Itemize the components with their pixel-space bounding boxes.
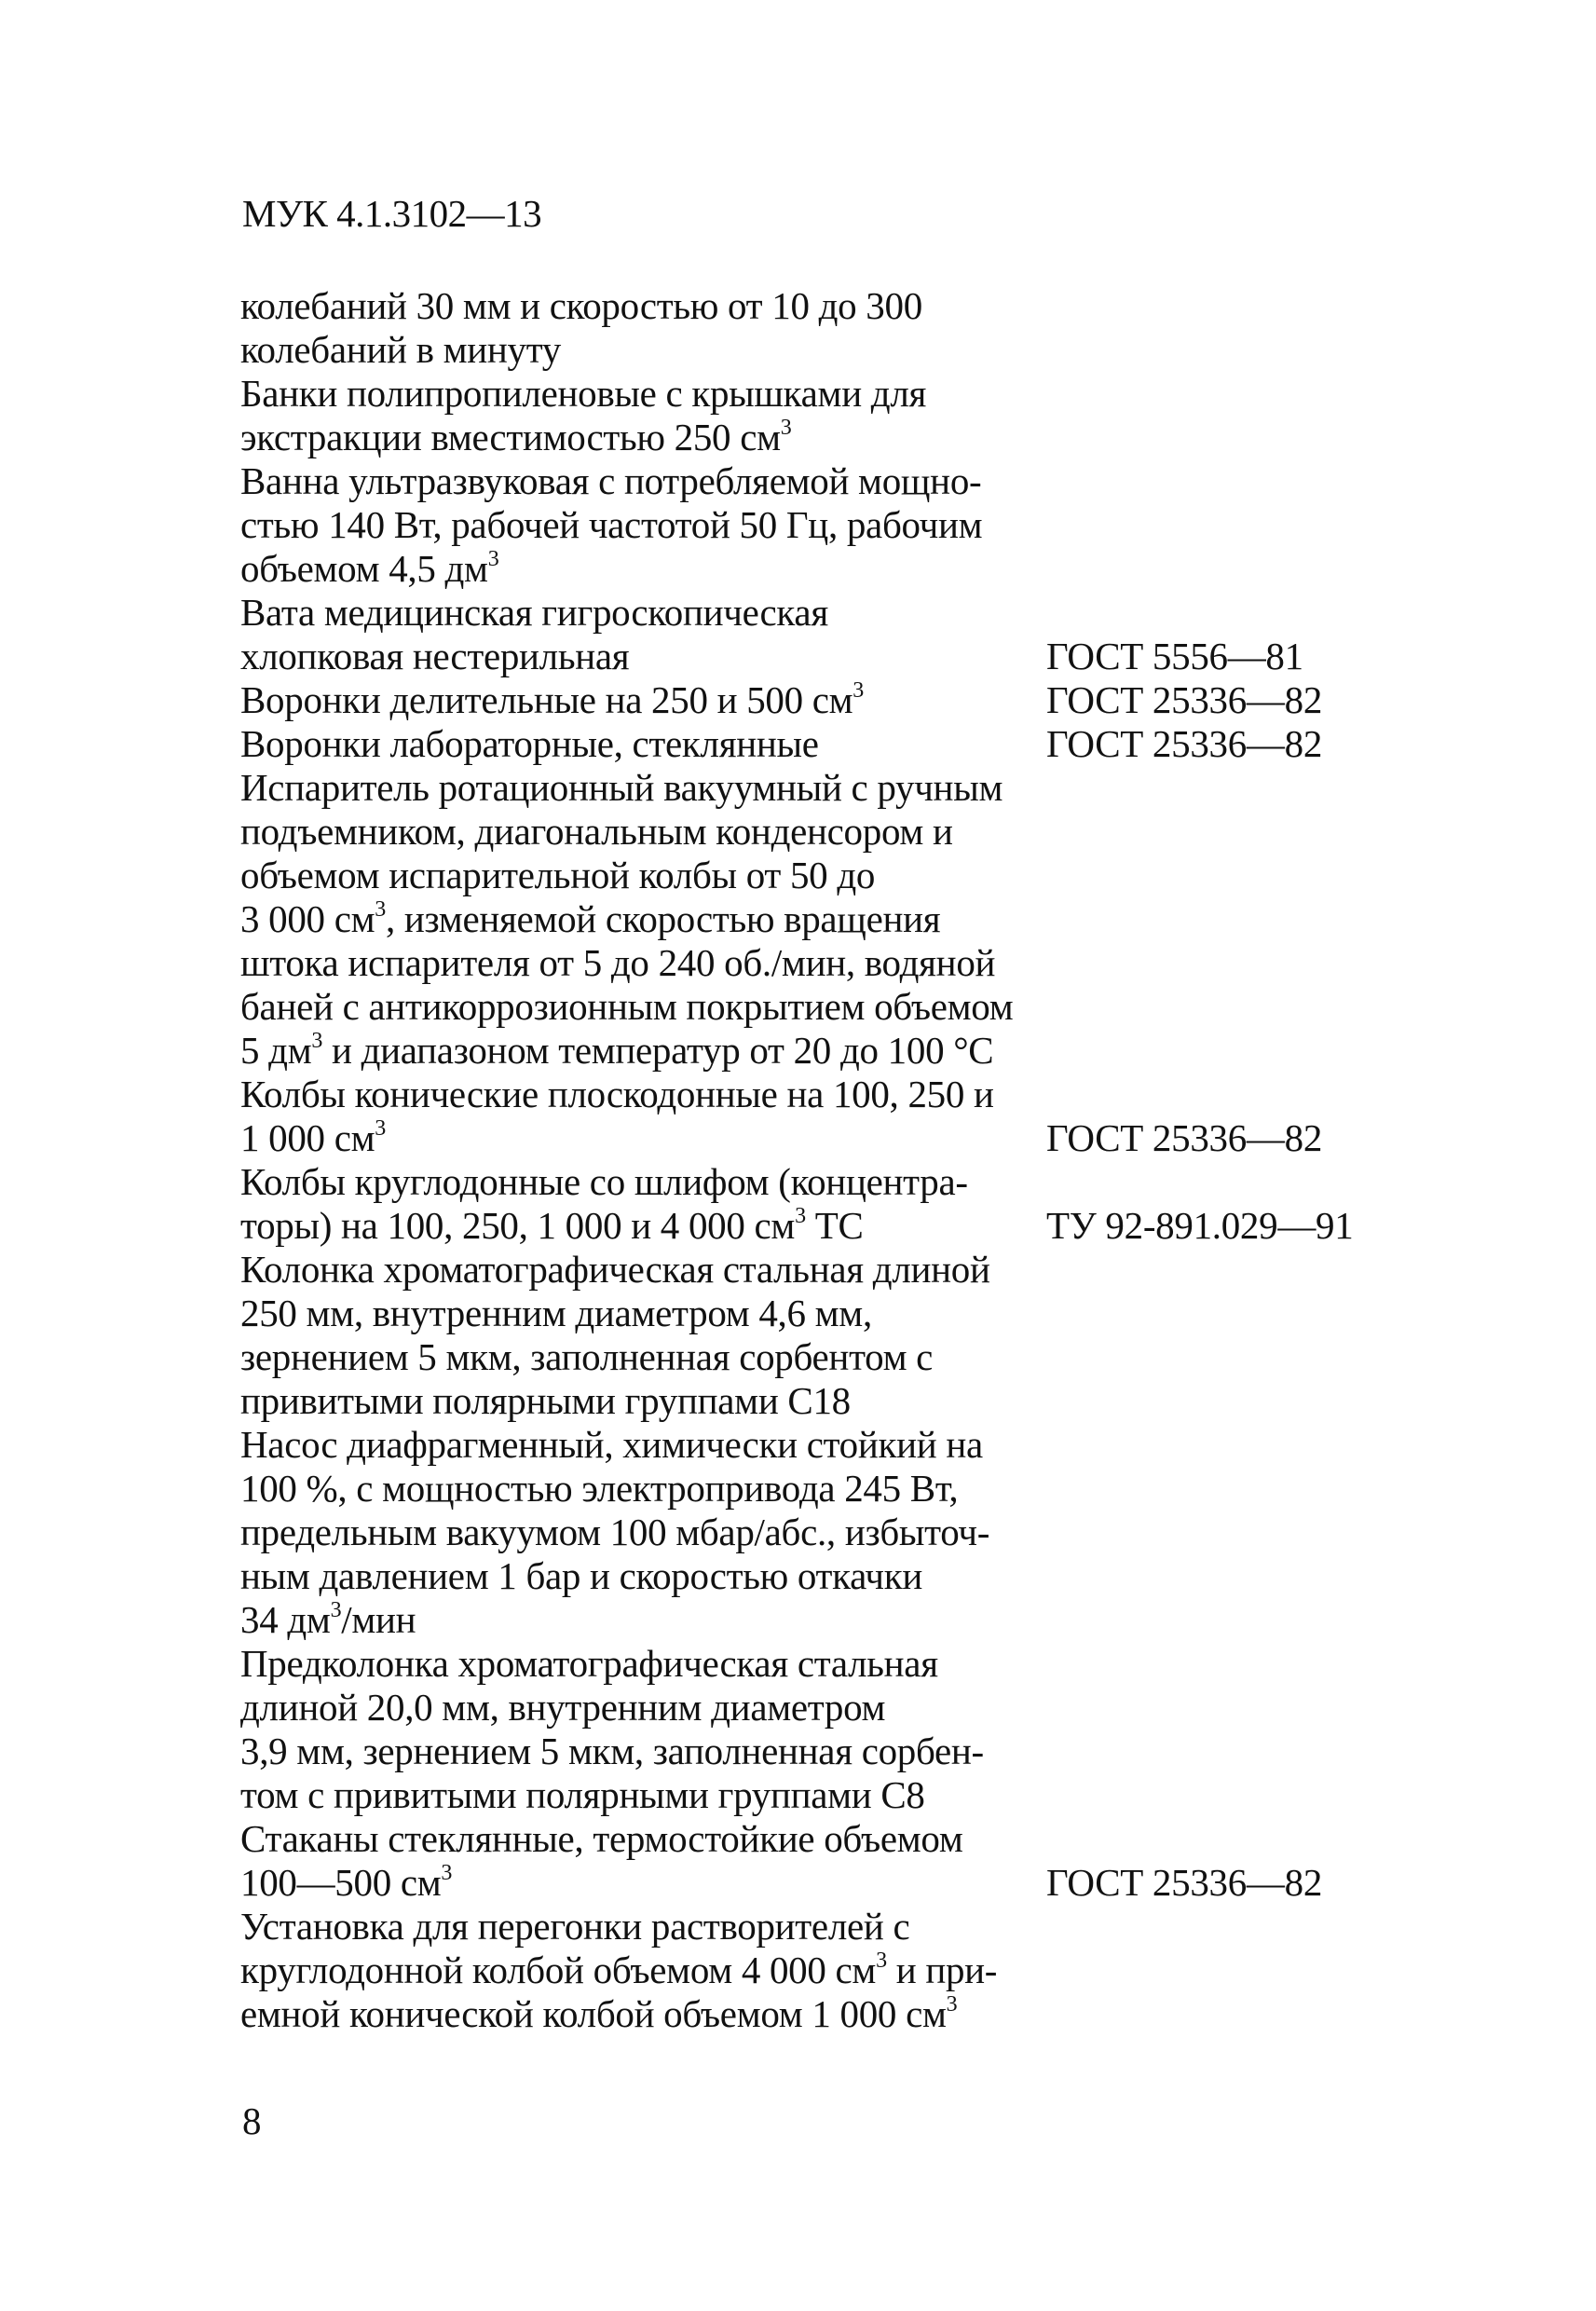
superscript-exponent: 3 [795,1204,806,1228]
line-text: Колонка хроматографическая стальная длиной [240,1248,990,1291]
equipment-item [240,372,1396,459]
standard-reference: ТУ 92-891.029—91 [1046,1204,1354,1247]
line-text: Воронки лабораторные, стеклянные [240,722,819,765]
line-text: стью 140 Вт, рабочей частотой 50 Гц, рабочим [240,503,983,546]
line-text: емной конической колбой объемом 1 000 см [240,1992,947,2035]
line-text: длиной 20,0 мм, внутренним диаметром [240,1686,886,1729]
line-text: 3 000 см [240,897,375,940]
standard-reference: ГОСТ 25336—82 [1046,678,1323,721]
line-text: привитыми полярными группами С18 [240,1379,851,1422]
equipment-item [240,284,1396,372]
line-text: подъемником, диагональным конденсором и [240,810,953,853]
line-text: 5 дм [240,1029,312,1072]
equipment-item-line [240,1248,1042,1292]
equipment-item-line [240,1686,1042,1730]
equipment-item-line [240,678,1042,722]
page-number: 8 [242,2099,262,2142]
line-text: 1 000 см [240,1116,375,1159]
equipment-item-line [240,1292,1042,1335]
equipment-item-line [240,941,1042,985]
line-text: торы) на 100, 250, 1 000 и 4 000 см [240,1204,796,1247]
superscript-exponent: 3 [330,1598,342,1622]
equipment-item-line [240,1642,1042,1686]
equipment-item-line [240,1204,1042,1248]
line-text: предельным вакуумом 100 мбар/абс., избыточ- [240,1511,990,1553]
standard-reference: ГОСТ 25336—82 [1046,1116,1323,1159]
standard-reference: ГОСТ 5556—81 [1046,635,1303,677]
line-text: зернением 5 мкм, заполненная сорбентом с [240,1335,934,1378]
equipment-item [240,1905,1396,2036]
equipment-item-line [240,1511,1042,1554]
equipment-item-line [240,459,1042,503]
equipment-item [240,1423,1396,1642]
equipment-item-line [240,503,1042,547]
equipment-item-line [240,722,1042,766]
equipment-item [240,722,1396,766]
line-text: баней с антикоррозионным покрытием объемом [240,985,1014,1028]
line-text: Колбы конические плоскодонные на 100, 250 и [240,1073,994,1115]
superscript-exponent: 3 [441,1861,453,1885]
equipment-item-line [240,1817,1042,1861]
equipment-item-line [240,1905,1042,1949]
line-text: объемом испарительной колбы от 50 до [240,854,876,896]
line-text: круглодонной колбой объемом 4 000 см [240,1949,877,1991]
equipment-item-line [240,854,1042,897]
equipment-item-line [240,635,1042,678]
equipment-item-line [240,416,1042,459]
line-text: 100—500 см [240,1861,442,1904]
line-text: колебаний в минуту [240,328,562,371]
superscript-exponent: 3 [780,416,792,440]
equipment-item-line [240,766,1042,810]
line-text: Банки полипропиленовые с крышками для [240,372,927,415]
equipment-item [240,1248,1396,1423]
equipment-item [240,591,1396,678]
equipment-item-line [240,1073,1042,1116]
superscript-exponent: 3 [375,897,386,922]
line-text: 100 %, с мощностью электропривода 245 Вт, [240,1467,959,1510]
line-text: ным давлением 1 бар и скоростью откачки [240,1554,923,1597]
equipment-item [240,1817,1396,1905]
equipment-item-line [240,810,1042,854]
line-text: Насос диафрагменный, химически стойкий на [240,1423,983,1466]
line-text: объемом 4,5 дм [240,547,488,590]
equipment-item-line [240,1554,1042,1598]
equipment-item [240,459,1396,591]
equipment-item-line [240,1992,1042,2036]
superscript-exponent: 3 [375,1116,386,1141]
document-code-header: МУК 4.1.3102—13 [242,192,542,235]
superscript-exponent: 3 [311,1029,323,1053]
equipment-item-line [240,1116,1042,1160]
equipment-item-line [240,372,1042,416]
line-text-continuation: , изменяемой скоростью вращения [385,897,941,940]
equipment-item-line [240,284,1042,328]
equipment-item-line [240,1861,1042,1905]
equipment-item-line [240,1379,1042,1423]
line-text: Воронки делительные на 250 и 500 см [240,678,853,721]
line-text: 3,9 мм, зернением 5 мкм, заполненная сорбен- [240,1730,984,1772]
line-text: 250 мм, внутренним диаметром 4,6 мм, [240,1292,872,1334]
line-text-continuation: /мин [341,1598,416,1641]
equipment-item [240,766,1396,1073]
line-text: Колбы круглодонные со шлифом (концентра- [240,1160,968,1203]
equipment-item-line [240,897,1042,941]
equipment-item-line [240,328,1042,372]
equipment-item-line [240,591,1042,635]
equipment-item-line [240,1730,1042,1773]
line-text: Установка для перегонки растворителей с [240,1905,910,1948]
line-text: Ванна ультразвуковая с потребляемой мощно- [240,459,982,502]
line-text: Испаритель ротационный вакуумный с ручным [240,766,1003,809]
equipment-item-line [240,1029,1042,1073]
equipment-item-line [240,1160,1042,1204]
line-text: экстракции вместимостью 250 см [240,416,781,458]
equipment-item-line [240,985,1042,1029]
equipment-item [240,678,1396,722]
line-text: 34 дм [240,1598,331,1641]
equipment-item-line [240,547,1042,591]
line-text: штока испарителя от 5 до 240 об./мин, водяной [240,941,996,984]
superscript-exponent: 3 [853,678,864,703]
equipment-item [240,1160,1396,1248]
superscript-exponent: 3 [876,1949,887,1973]
superscript-exponent: 3 [487,547,499,571]
standard-reference: ГОСТ 25336—82 [1046,1861,1323,1904]
line-text: Вата медицинская гигроскопическая [240,591,828,634]
equipment-item-line [240,1423,1042,1467]
equipment-list [240,284,1396,2036]
equipment-item-line [240,1598,1042,1642]
equipment-item-line [240,1467,1042,1511]
equipment-item [240,1642,1396,1817]
line-text: том с привитыми полярными группами С8 [240,1773,925,1816]
standard-reference: ГОСТ 25336—82 [1046,722,1323,765]
equipment-item [240,1073,1396,1160]
line-text: колебаний 30 мм и скоростью от 10 до 300 [240,284,922,327]
line-text: Стаканы стеклянные, термостойкие объемом [240,1817,963,1860]
equipment-item-line [240,1773,1042,1817]
equipment-item-line [240,1949,1042,1992]
line-text-continuation: и диапазоном температур от 20 до 100 °С [322,1029,994,1072]
line-text: хлопковая нестерильная [240,635,630,677]
equipment-item-line [240,1335,1042,1379]
superscript-exponent: 3 [946,1992,958,2017]
line-text: Предколонка хроматографическая стальная [240,1642,938,1685]
line-text-continuation: ТС [805,1204,864,1247]
line-text-continuation: и при- [886,1949,998,1991]
